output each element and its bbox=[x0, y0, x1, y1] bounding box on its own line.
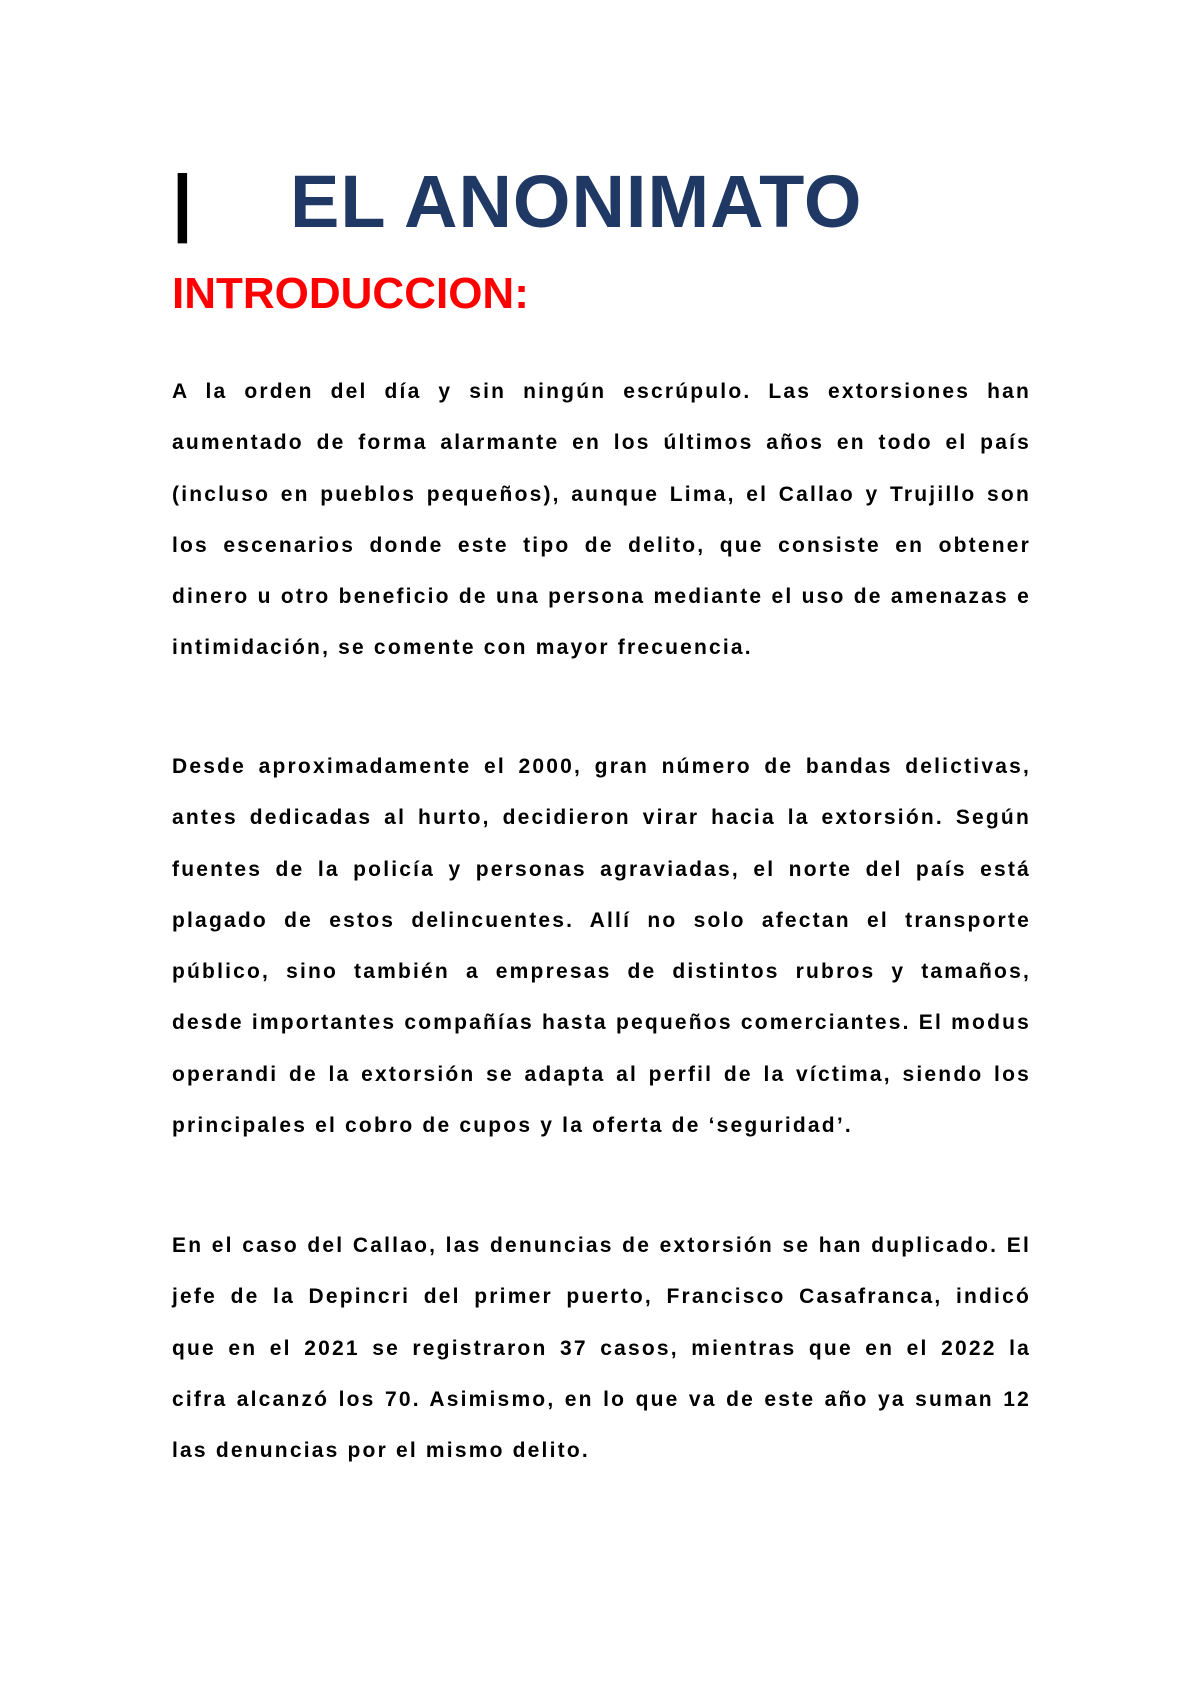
paragraph-3: En el caso del Callao, las denuncias de extorsión se han duplicado. El jefe de la Depincri del primer puerto, Francisco Casafranca, indicó que en el 2021 se registraron 37 casos, mientras que en el 2022 la cifra alcanzó los 70. Asimismo, en lo que va de este año ya suman 12 las denuncias por el mismo delito. bbox=[172, 1234, 1031, 1463]
title-row bbox=[172, 152, 1072, 252]
paragraph-1: A la orden del día y sin ningún escrúpulo. Las extorsiones han aumentado de forma alarmante en los últimos años en todo el país (incluso en pueblos pequeños), aunque Lima, el Callao y Trujillo son los escenarios donde este tipo de delito, que consiste en obtener dinero u otro beneficio de una persona mediante el uso de amenazas e intimidación, se comente con mayor frecuencia. bbox=[172, 380, 1031, 660]
paragraph-2: Desde aproximadamente el 2000, gran número de bandas delictivas, antes dedicadas al hurto, decidieron virar hacia la extorsión. Según fuentes de la policía y personas agraviadas, el norte del país está plagado de estos delincuentes. Allí no solo afectan el transporte público, sino también a empresas de distintos rubros y tamaños, desde importantes compañías hasta pequeños comerciantes. El modus operandi de la extorsión se adapta al perfil de la víctima, siendo los principales el cobro de cupos y la oferta de ‘seguridad’. bbox=[172, 755, 1031, 1138]
section-heading-introduccion: INTRODUCCION: bbox=[172, 269, 529, 318]
text-cursor-mark: | bbox=[172, 160, 193, 243]
document-title: EL ANONIMATO bbox=[290, 160, 863, 243]
